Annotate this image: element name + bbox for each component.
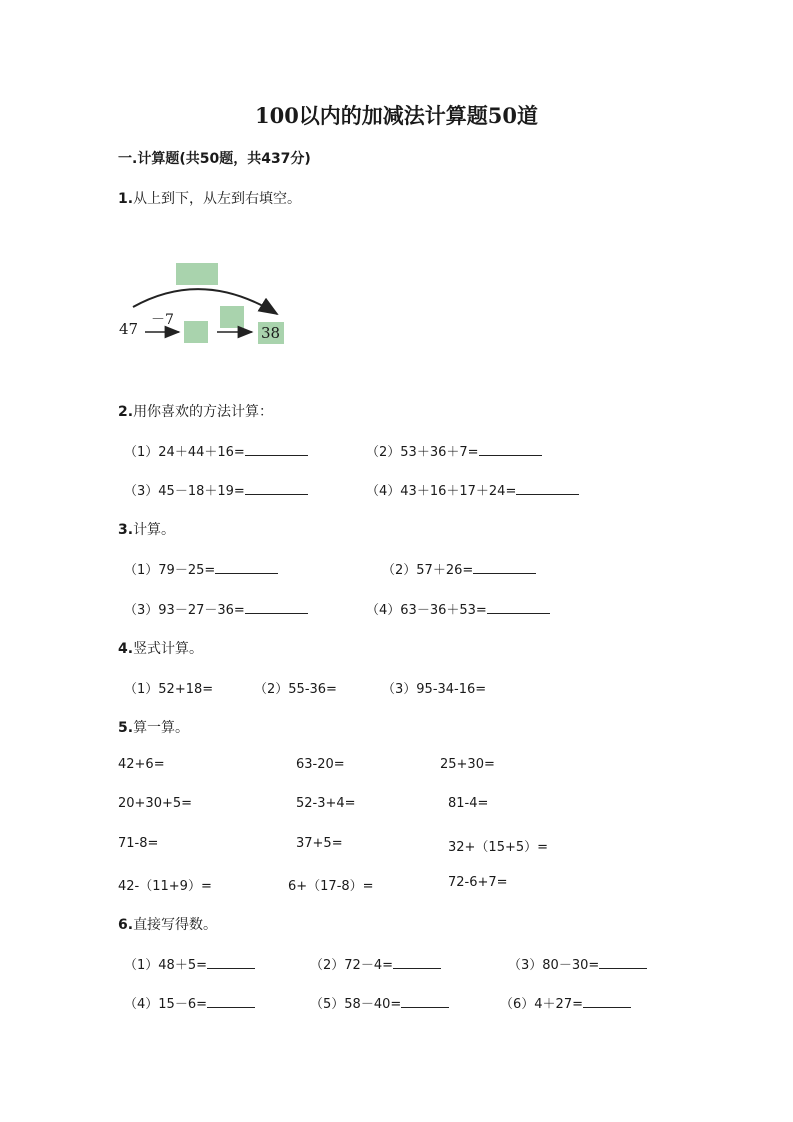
answer-blank[interactable] bbox=[215, 560, 278, 574]
q6-item-1 bbox=[124, 954, 255, 973]
answer-blank[interactable] bbox=[245, 442, 308, 456]
q5-item: 81-4= bbox=[448, 796, 489, 811]
q3-item-2 bbox=[382, 559, 536, 578]
question-number: 4. bbox=[118, 641, 134, 657]
answer-blank[interactable] bbox=[473, 560, 536, 574]
answer-blank[interactable] bbox=[245, 481, 308, 495]
expression: （4）63－36＋53= bbox=[366, 603, 487, 618]
expression: （3）80－30= bbox=[508, 958, 600, 973]
start-number: 47 bbox=[119, 320, 139, 338]
answer-blank[interactable] bbox=[207, 955, 255, 969]
question-3-heading bbox=[118, 519, 175, 539]
q5-item: 6+（17-8）= bbox=[288, 879, 374, 894]
q3-item-4 bbox=[366, 599, 550, 618]
q6-item-6 bbox=[500, 993, 631, 1012]
q4-item-2: （2）55-36= bbox=[254, 682, 337, 697]
answer-blank[interactable] bbox=[516, 481, 579, 495]
q5-item: 63-20= bbox=[296, 757, 345, 772]
expression: （3）93－27－36= bbox=[124, 603, 245, 618]
q5-item: 20+30+5= bbox=[118, 796, 193, 811]
expression: （2）53＋36＋7= bbox=[366, 445, 479, 460]
q5-item: 72-6+7= bbox=[448, 875, 508, 890]
q6-item-5 bbox=[310, 993, 449, 1012]
question-6-heading bbox=[118, 914, 217, 934]
answer-blank[interactable] bbox=[401, 994, 449, 1008]
q3-item-3 bbox=[124, 599, 308, 618]
expression: （2）57＋26= bbox=[382, 563, 474, 578]
answer-blank[interactable] bbox=[479, 442, 542, 456]
answer-blank[interactable] bbox=[245, 600, 308, 614]
question-5-heading bbox=[118, 717, 189, 737]
question-number: 5. bbox=[118, 720, 134, 736]
page-title: 100以内的加减法计算题50道 bbox=[254, 103, 539, 128]
answer-blank[interactable] bbox=[207, 994, 255, 1008]
q5-item: 71-8= bbox=[118, 836, 159, 851]
question-text: 用你喜欢的方法计算： bbox=[133, 404, 274, 420]
diagram-arrows bbox=[0, 0, 793, 400]
expression: （3）45－18＋19= bbox=[124, 484, 245, 499]
q5-item: 42+6= bbox=[118, 757, 165, 772]
expression: （5）58－40= bbox=[310, 997, 402, 1012]
q5-item: 42-（11+9）= bbox=[118, 879, 212, 894]
end-number: 38 bbox=[261, 324, 281, 342]
question-text: 算一算。 bbox=[133, 720, 190, 736]
expression: （1）24＋44＋16= bbox=[124, 445, 245, 460]
q3-item-1 bbox=[124, 559, 278, 578]
q2-item-4 bbox=[366, 480, 579, 499]
expression: （1）79－25= bbox=[124, 563, 216, 578]
question-number: 1. bbox=[118, 191, 134, 207]
answer-blank[interactable] bbox=[487, 600, 550, 614]
question-2-heading bbox=[118, 401, 273, 421]
expression: （4）15－6= bbox=[124, 997, 207, 1012]
question-number: 3. bbox=[118, 522, 134, 538]
section-heading: 一.计算题(共50题，共437分) bbox=[118, 151, 311, 167]
q2-item-3 bbox=[124, 480, 308, 499]
q2-item-1 bbox=[124, 441, 308, 460]
question-text: 从上到下，从左到右填空。 bbox=[133, 191, 302, 207]
question-number: 2. bbox=[118, 404, 134, 420]
expression: （6）4＋27= bbox=[500, 997, 583, 1012]
q5-item: 52-3+4= bbox=[296, 796, 356, 811]
q6-item-2 bbox=[310, 954, 441, 973]
expression: （2）72－4= bbox=[310, 958, 393, 973]
q6-item-4 bbox=[124, 993, 255, 1012]
answer-blank[interactable] bbox=[599, 955, 647, 969]
q4-item-1: （1）52+18= bbox=[124, 682, 214, 697]
question-text: 计算。 bbox=[133, 522, 176, 538]
question-number: 6. bbox=[118, 917, 134, 933]
q4-item-3: （3）95-34-16= bbox=[382, 682, 487, 697]
q2-item-2 bbox=[366, 441, 542, 460]
answer-blank[interactable] bbox=[583, 994, 631, 1008]
question-text: 竖式计算。 bbox=[133, 641, 204, 657]
q5-item: 32+（15+5）= bbox=[448, 840, 549, 855]
question-text: 直接写得数。 bbox=[133, 917, 218, 933]
answer-blank[interactable] bbox=[393, 955, 441, 969]
q5-item: 25+30= bbox=[440, 757, 495, 772]
q6-item-3 bbox=[508, 954, 647, 973]
question-4-heading bbox=[118, 638, 203, 658]
q5-item: 37+5= bbox=[296, 836, 343, 851]
expression: （4）43＋16＋17＋24= bbox=[366, 484, 517, 499]
operation-label: －7 bbox=[151, 312, 174, 328]
expression: （1）48＋5= bbox=[124, 958, 207, 973]
